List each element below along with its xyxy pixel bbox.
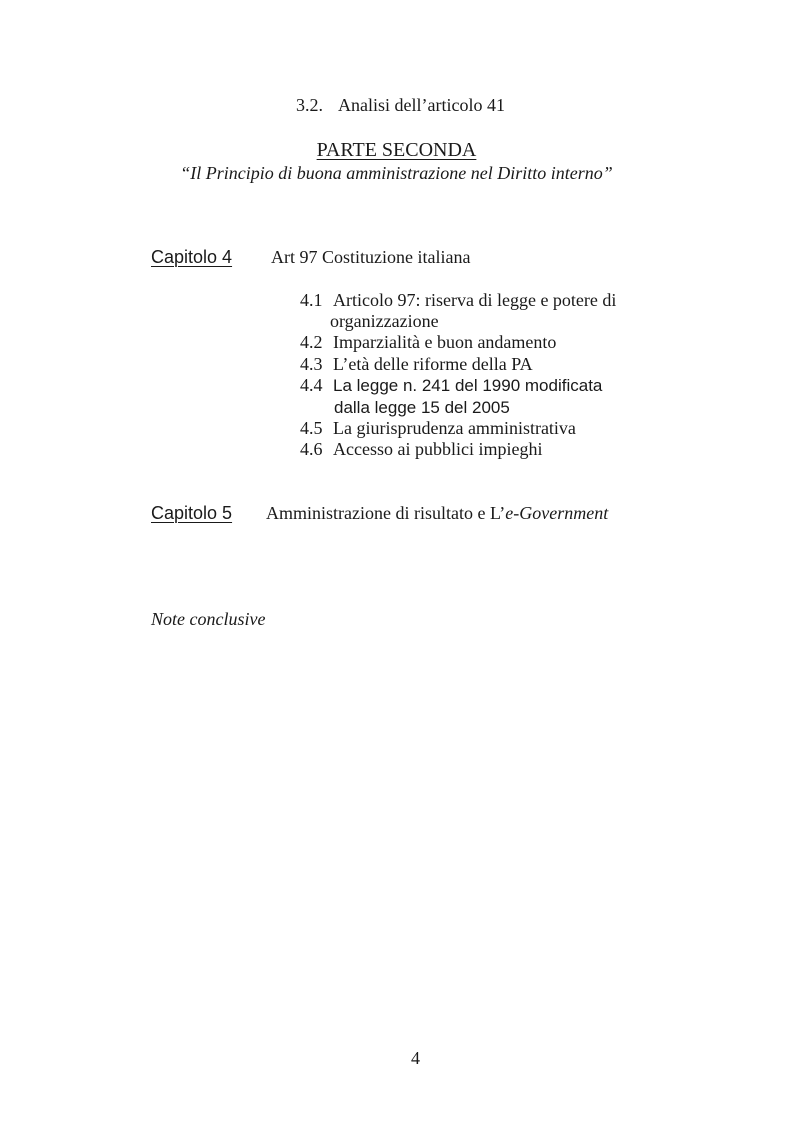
part-subtitle: “Il Principio di buona amministrazione nel Diritto interno” — [180, 163, 613, 183]
section-title: Accesso ai pubblici impieghi — [333, 439, 543, 459]
toc-entry-4-1-continuation: organizzazione — [330, 311, 439, 331]
section-title: Articolo 97: riserva di legge e potere di — [333, 290, 617, 310]
section-number: 4.3 — [300, 354, 323, 374]
section-number: 4.5 — [300, 418, 323, 438]
toc-entry-4-4 — [300, 375, 602, 396]
toc-entry-4-5 — [300, 418, 576, 439]
page-number: 4 — [411, 1048, 420, 1068]
chapter-5-label: Capitolo 5 — [151, 503, 233, 523]
toc-entry-3-2 — [296, 95, 505, 116]
toc-entry-4-2 — [300, 332, 556, 353]
conclusion-entry: Note conclusive — [151, 609, 266, 629]
chapter-4-label: Capitolo 4 — [151, 247, 233, 267]
section-title: La legge n. 241 del 1990 modificata — [333, 376, 603, 395]
part-heading: PARTE SECONDA — [316, 139, 477, 161]
section-number: 4.6 — [300, 439, 323, 459]
section-number: 4.2 — [300, 332, 323, 352]
toc-entry-4-1 — [300, 290, 616, 311]
toc-entry-4-4-continuation: dalla legge 15 del 2005 — [334, 398, 510, 417]
section-title: La giurisprudenza amministrativa — [333, 418, 576, 438]
section-number: 4.4 — [300, 375, 323, 395]
section-title: Imparzialità e buon andamento — [333, 332, 557, 352]
chapter-4-title: Art 97 Costituzione italiana — [271, 247, 471, 267]
section-number: 4.1 — [300, 290, 323, 310]
toc-entry-4-6 — [300, 439, 542, 460]
toc-entry-4-3 — [300, 354, 533, 375]
section-number: 3.2. — [296, 95, 323, 115]
section-title: Analisi dell’articolo 41 — [338, 95, 505, 115]
section-title: L’età delle riforme della PA — [333, 354, 533, 374]
chapter-5-title: Amministrazione di risultato e L’e-Government — [266, 503, 609, 523]
